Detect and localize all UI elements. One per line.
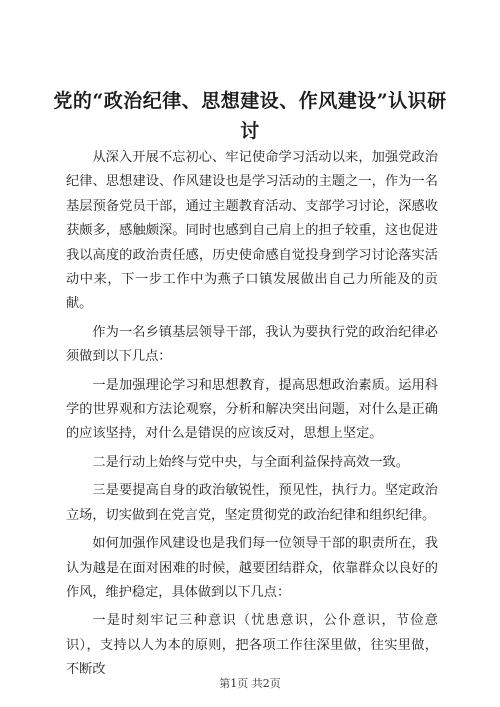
page-footer: 第1页 共2页	[219, 677, 281, 690]
paragraph-point-3: 三是要提高自身的政治敏锐性，预见性，执行力。坚定政治立场，切实做到在党言党，坚定贯彻党的政治纪律和组织纪律。	[66, 483, 438, 523]
document-body	[66, 146, 438, 687]
paragraph-intro: 从深入开展不忘初心、牢记使命学习活动以来，加强党政治纪律、思想建设、作风建设也是学习活动的主题之一，作为一名基层预备党员干部，通过主题教育活动、支部学习讨论，深感收获颇多，感触颇深。同时也感到自己肩上的担子较重，这也促进我以高度的政治责任感，历史使命感自觉投身到学习讨论落实活动中来，下一步工作中为燕子口镇发展做出自己力所能及的贡献。	[66, 150, 438, 312]
paragraph-style-lead: 如何加强作风建设也是我们每一位领导干部的职责所在，我认为越是在面对困难的时候，越要团结群众，依靠群众以良好的作风，维护稳定，具体做到以下几点：	[66, 536, 438, 600]
paragraph-style-point-1: 一是时刻牢记三种意识（忧患意识，公仆意识，节俭意识），支持以人为本的原则，把各项工作往深里做，往实里做，不断改	[66, 613, 438, 678]
document-title: 党的“政治纪律、思想建设、作风建设”认识研讨	[53, 90, 447, 142]
paragraph-point-2: 二是行动上始终与党中央，与全面利益保持高效一致。	[92, 454, 409, 470]
paragraph-discipline-lead: 作为一名乡镇基层领导干部，我认为要执行党的政治纪律必须做到以下几点：	[66, 324, 438, 365]
paragraph-point-1: 一是加强理论学习和思想教育，提高思想政治素质。运用科学的世界观和方法论观察，分析和解决突出问题，对什么是正确的应该坚持，对什么是错误的应该反对，思想上坚定。	[66, 377, 438, 442]
